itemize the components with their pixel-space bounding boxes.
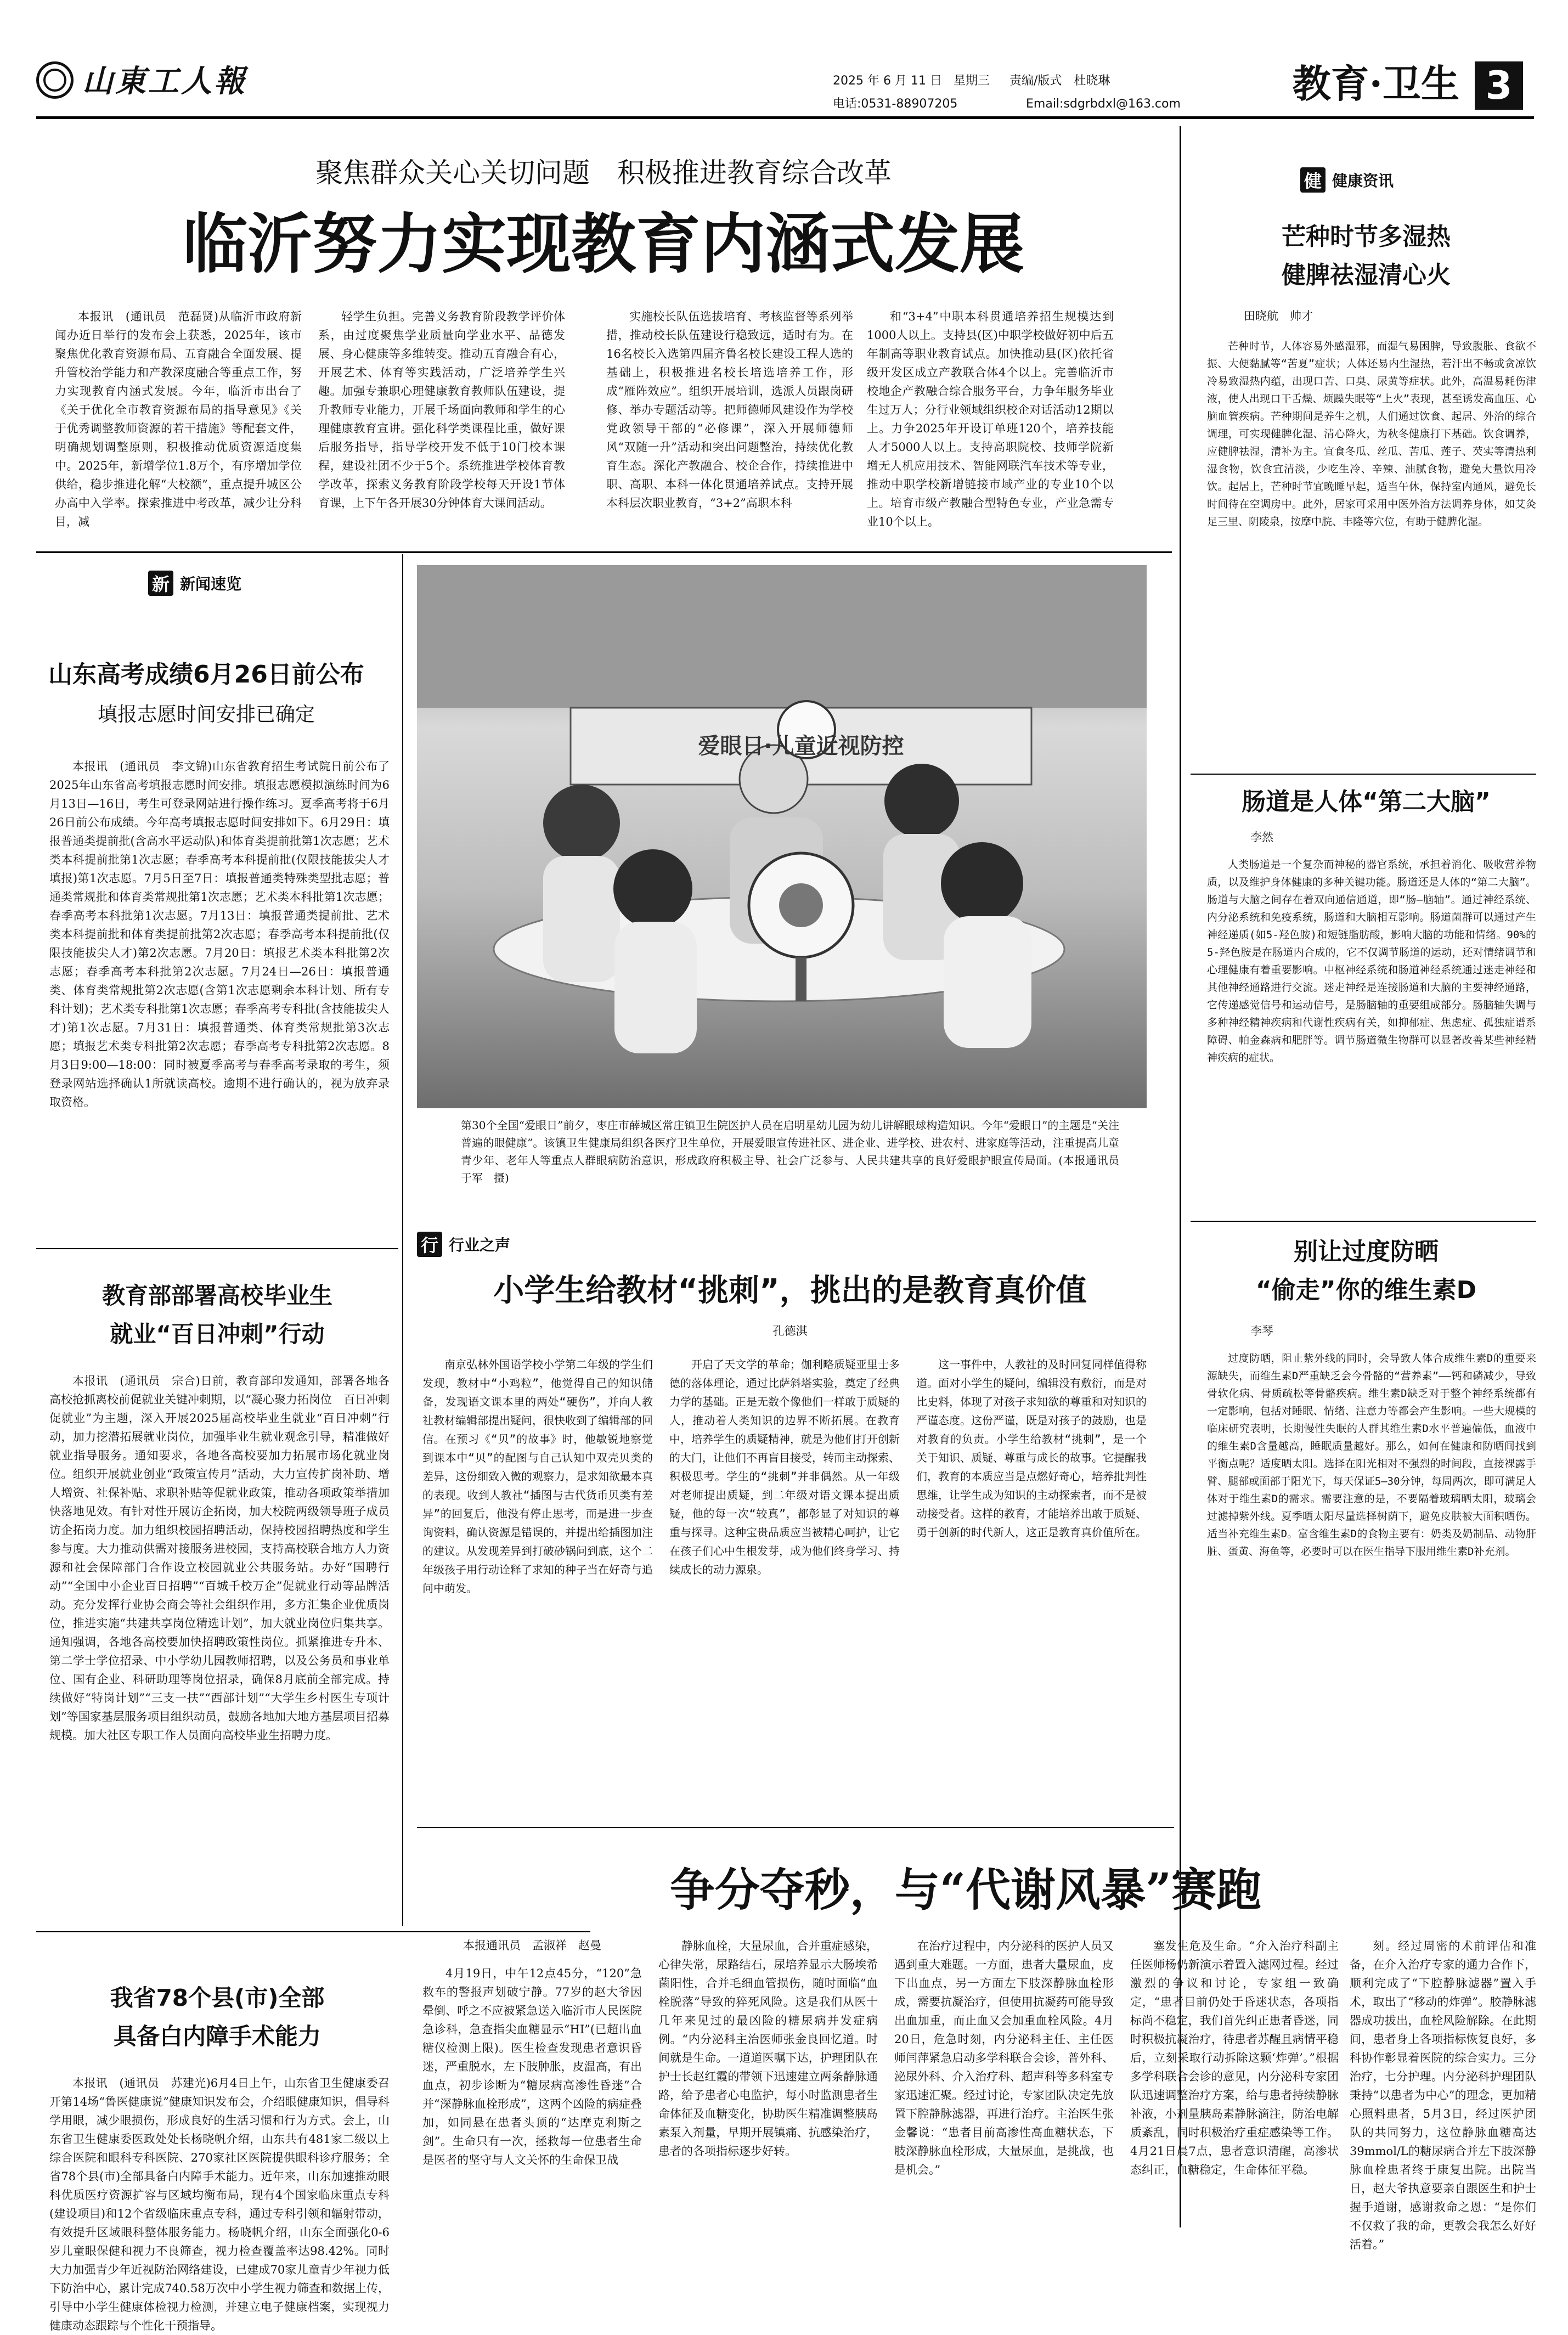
contact-phone: 电话:0531-88907205 [833, 97, 958, 111]
news-tag-icon: 新 [148, 571, 173, 596]
page-editor: 责编/版式 杜晓琳 [1009, 74, 1110, 88]
cataract-body: 本报讯 (通讯员 苏建光)6月4日上午，山东省卫生健康委召开第14场“鲁医健康说”健康知识发布会，介绍眼健康知识，倡导科学用眼，减少眼损伤，形成良好的生活习惯和行为方式。会上，山东省卫生健康委医政处处长杨晓帆介绍，山东共有481家二级以上综合医院和眼科专科医院、270家社区医院提供眼科诊疗服务；全省78个县(市)全部具备白内障手术能力。近年来，山东加速推动眼科优质医疗资源扩容与区域均衡布局，现有4个国家临床重点专科(建设项目)和12个省级临床重点专科，通过专科引领和辐射带动，有效提升区域眼科整体服务能力。杨晓帆介绍，山东全面强化0-6岁儿童眼保健和视力不良筛查，视力检查覆盖率达98.42%。同时大力加强青少年近视防治网络建设，已建成70家儿童青少年视力低下防治中心，累计完成740.58万次中小学生视力筛查和数据上传，引导中小学生健康体检视力检测，并建立电子健康档案，实现视力健康动态跟踪与个性化干预指导。 [49, 2077, 390, 2332]
moe-body: 本报讯 (通讯员 宗合)日前，教育部印发通知，部署各地各高校抢抓离校前促就业关键冲刺期，以“凝心聚力拓岗位 百日冲刺促就业”为主题，深入开展2025届高校毕业生就业“百日冲刺”行动，加力挖潜拓展就业岗位，加强毕业生就业观念引导，精准做好就业指导服务。通知要求，各地各高校要加力拓展市场化就业岗位。组织开展就业创业“政策宣传月”活动，大力宣传扩岗补助、增人增资、社保补贴、求职补贴等促就业政策，推动各项政策举措加快落地见效。有针对性开展访企拓岗，加大校院两级领导班子成员访企拓岗力度。加力组织校园招聘活动，保持校园招聘热度和学生参与度。大力推动供需对接服务进校园，支持高校联合地方人力资源和社会保障部门合作设立校园就业公共服务站。办好“国聘行动”“全国中小企业百日招聘”“百城千校万企”促就业行动等品牌活动。充分发挥行业协会商会等社会组织作用，多方汇集企业优质岗位，推进实施“共建共享岗位精选计划”，加大就业岗位归集共享。通知强调，各地各高校要加快招聘政策性岗位。抓紧推进专升本、第二学士学位招录、中小学幼儿园教师招聘，以及公务员和事业单位、国有企业、科研助理等岗位招录，确保8月底前全部完成。持续做好“特岗计划”“三支一扶”“西部计划”“大学生乡村医生专项计划”等国家基层服务项目组织动员，鼓励各地加大地方基层项目招募规模。加大社区专职工作人员面向高校毕业生招聘力度。 [49, 1374, 390, 1742]
health-article-3-body: 过度防晒，阻止紫外线的同时，会导致人体合成维生素D的重要来源缺失，而维生素D严重缺乏会今骨骼的“营养素”——钙和磷减少，导致骨软化病、骨质疏松等骨骼疾病。维生素D缺乏对于整个神经系统都有一定影响，包括对睡眠、情绪、注意力等都会产生影响。一些大规模的临床研究表明，长期慢性失眠的人群其维生素D水平普遍偏低，血液中的维生素D含量越高，睡眠质量越好。那么，如何在健康和防晒间找到平衡点呢？适度晒太阳。选择在阳光相对不强烈的时间段，直接裸露手臂、腿部或面部于阳光下，每天保证5—30分钟，每周两次，即可满足人体对于维生素D的需求。需要注意的是，不要隔着玻璃晒太阳，玻璃会过滤掉紫外线。夏季晒太阳尽量选择树荫下，避免皮肤被大面积晒伤。适当补充维生素D。富含维生素D的食物主要有：奶类及奶制品、动物肝脏、蛋黄、海鱼等，必要时可以在医生指导下服用维生素D补充剂。 [1207, 1352, 1536, 1558]
issue-date: 2025 年 6 月 11 日 [833, 74, 942, 88]
health-article-1-body: 芒种时节，人体容易外感湿邪，而湿气易困脾，导致腹胀、食欲不振、大便黏腻等“苦夏”症状；人体还易内生湿热，若汗出不畅或贪凉饮冷易致湿热内蕴，出现口苦、口臭、尿黄等症状。此外，高温易耗伤津液，使人出现口干舌燥、烦躁失眠等“上火”表现，甚至诱发高血压、心脑血管疾病。芒种期间是养生之机，人们通过饮食、起居、外治的综合调理，可实现健脾化湿、清心降火，为秋冬健康打下基础。饮食调养，应健脾祛湿，清补为主。宜食冬瓜、丝瓜、苦瓜、莲子、芡实等清热利湿食物，饮食宜清淡，少吃生冷、辛辣、油腻食物，避免大量饮用冷饮。起居上，芒种时节宜晚睡早起，适当午休，保持室内通风，避免长时间待在空调房中。此外，居家可采用中医外治方法调养身体，如艾灸足三里、阴陵泉，按摩中脘、丰隆等穴位，有助于健脾化湿。 [1207, 340, 1536, 528]
health-news-tag: 健 健康资讯 [1300, 165, 1481, 195]
health-article-1-byline: 田晓航 帅才 [1244, 309, 1313, 323]
textbook-column-1: 南京弘林外国语学校小学第二年级的学生们发现，教材中“小鸡粒”，他觉得自己的知识储备，发现语文课本里的两处“硬伤”，并向人教社教材编辑部提出疑问，很快收到了编辑部的回信。在预习《“贝”的故事》时，他敏锐地察觉到课本中“贝”的配图与自己认知中双壳贝类的差异，这份细致入微的观察力，是求知欲最本真的表现。收到人教社“插图与古代货币贝类有差异”的回复后，他没有停止思考，而是进一步查询资料，确认资源是错误的，并提出给插图加注的建议。从发现差异到打破砂锅问到底，这个二年级孩子用行动诠释了求知的种子当在好奇与追问中萌发。 [422, 1358, 653, 1595]
moe-bottom-rule [36, 1931, 590, 1932]
moe-headline: 教育部部署高校毕业生 [101, 1282, 332, 1309]
health-article-2-body: 人类肠道是一个复杂而神秘的器官系统，承担着消化、吸收营养物质，以及维护身体健康的多种关键功能。肠道还是人体的“第二大脑”。肠道与大脑之间存在着双向通信通道，即“肠—脑轴”。通过神经系统、内分泌系统和免疫系统，肠道和大脑相互影响。肠道菌群可以通过产生神经递质(如5-羟色胺)和短链脂肪酸，影响大脑的功能和情绪。90%的5-羟色胺是在肠道内合成的，它不仅调节肠道的运动，还对情绪调节和心理健康有着重要影响。中枢神经系统和肠道神经系统通过迷走神经和其他神经通路进行交流。迷走神经是连接肠道和大脑的主要神经通路，它传递感觉信号和运动信号，是肠脑轴的重要组成部分。肠脑轴失调与多种神经精神疾病和代谢性疾病有关，如抑郁症、焦虑症、孤独症谱系障碍、帕金森病和肥胖等。调节肠道微生物群可以显著改善某些神经精神疾病的症状。 [1207, 859, 1536, 1064]
health-article-3-title: 别让过度防晒 [1191, 1234, 1542, 1270]
paper-name: 山東工人報 [82, 63, 247, 99]
contact-email: Email:sdgrbdxl@163.com [1026, 97, 1181, 111]
photo-banner-text: 爱眼日·儿童近视防控 [698, 734, 904, 759]
race-column-3: 在治疗过程中，内分泌科的医护人员又遇到重大难题。一方面，患者大量尿血，皮下出血点，另一方面左下肢深静脉血栓形成，需要抗凝治疗，但使用抗凝药可能导致出血加重，而止血又会加重血栓风险。4月20日，危急时刻，内分泌科主任、主任医师闫萍紧急启动多学科联合会诊，普外科、泌尿外科、介入治疗科、超声科等多科室专家迅速汇聚。经过讨论，专家团队决定先放置下腔静脉滤器，再进行治疗。主治医生张金馨说：“患者目前高渗性高血糖状态，下肢深静脉血栓形成，大量尿血，是挑战，也是机会。” [894, 1939, 1114, 2176]
photo-illustration [417, 565, 1147, 1108]
cataract-subheadline: 具备白内障手术能力 [113, 2023, 321, 2050]
health-article-1-title: 芒种时节多湿热 [1282, 223, 1451, 251]
race-column-1: 4月19日，中午12点45分，“120”急救车的警报声划破宁静。77岁的赵大爷因晕倒、呼之不应被紧急送入临沂市人民医院急诊科，急查指尖血糖显示“HI”(已超出血糖仪检测上限)。医生检查发现患者意识昏迷，严重脱水，左下肢肿胀，皮温高，有出血点，初步诊断为“糖尿病高渗性昏迷”合并“深静脉血栓形成”，这两个凶险的病症叠加，如同悬在患者头顶的“达摩克利斯之剑”。生命只有一次，拯救每一位患者生命是医者的坚守与人文关怀的生命保卫战 [422, 1967, 642, 2167]
health-article-1-subtitle: 健脾祛湿清心火 [1282, 261, 1451, 289]
left-column-divider [402, 554, 403, 1926]
news-brief-tag: 新 新闻速览 [148, 568, 329, 599]
textbook-column-3: 这一事件中，人教社的及时回复同样值得称道。面对小学生的疑问，编辑没有敷衍，而是对比史料，体现了对孩子求知欲的尊重和对知识的严谨态度。这份严谨，既是对孩子的鼓励，也是对教育的负责。小学生给教材“挑刺”，是一个关于知识、质疑、尊重与成长的故事。它提醒我们，教育的本质应当是点燃好奇心，培养批判性思维，让学生成为知识的主动探索者，而不是被动接受者。这样的教育，才能培养出敢于质疑、勇于创新的时代新人，这正是教育真价值所在。 [916, 1358, 1147, 1539]
race-column-5: 刻。经过周密的术前评估和准备，在介入治疗专家的通力合作下，顺利完成了“下腔静脉滤器”置入手术，取出了“移动的炸弹”。胶静脉滤器成功拔出，血栓风险解除。在此期间，患者身上各项指标恢复良好，多科协作彰显着医院的综合实力。三分治疗，七分护理。内分泌科护理团队秉持“以患者为中心”的理念，更加精心照料患者，5月3日，经过医护团队的共同努力，这位静脉血糖高达39mmol/L的糖尿病合并左下肢深静脉血栓患者终于康复出院。出院当日，赵大爷执意要亲自跟医生和护士握手道谢，感谢救命之恩：“是你们不仅救了我的命，更教会我怎么好好活着。” [1350, 1939, 1536, 2251]
race-column-4: 塞发生危及生命。“介入治疗科副主任医师杨仍新演示着置入滤网过程。经过激烈的争议和讨论，专家组一致确定，“患者目前仍处于昏迷状态，各项指标尚不稳定，我们首先纠正患者昏迷，同时积极抗凝治疗，待患者苏醒且病情平稳后，立刻采取行动拆除这颗‘炸弹’。”根据多学科联合会诊的意见，内分泌科专家团队迅速调整治疗方案，给与患者持续静脉补液，小剂量胰岛素静脉滴注，防治电解质紊乱，同时积极治疗重症感染等工作。4月21日晨7点，患者意识清醒，高渗状态纠正，血糖稳定，生命体征平稳。 [1130, 1939, 1339, 2176]
textbook-column-2: 开启了天文学的革命；伽利略质疑亚里士多德的落体理论，通过比萨斜塔实验，奠定了经典力学的基础。正是无数个像他们一样敢于质疑的人，推动着人类知识的边界不断拓展。在教育中，培养学生的质疑精神，就是为他们打开创新的大门，让他们不再盲目接受，转而主动探索、积极思考。学生的“挑刺”并非偶然。从一年级对老师提出质疑，到二年级对语文课本提出质疑，他的每一次“较真”，都彰显了对知识的尊重与探寻。这种宝贵品质应当被精心呵护，让它在孩子们心中生根发芽，成为他们终身学习、持续成长的动力源泉。 [669, 1358, 900, 1576]
health-article-2-title: 肠道是人体“第二大脑” [1242, 788, 1491, 816]
gaokao-subheadline: 填报志愿时间安排已确定 [97, 703, 315, 726]
textbook-bottom-rule [417, 1827, 1174, 1828]
lead-column-3: 实施校长队伍选拔培育、考核监督等系列举措，推动校长队伍建设行稳致远，适时有为。在16名校长入选第四届齐鲁名校长建设工程人选的基础上，积极推进名校长培选培养工作，形成“雁阵效应”。组织开展培训，选派人员跟岗研修、举办专题活动等。把师德师风建设作为学校党政领导干部的“必修课”，深入开展师德师风“双随一升”活动和突出问题整治，持续优化教育生态。深化产教融合、校企合作，持续推进中职、高职、本科一体化贯通培养试点。支持开展本科层次职业教育，“3+2”高职本科 [606, 310, 853, 510]
health-article-3-byline: 李琴 [1250, 1324, 1273, 1338]
section-title: 教育·卫生 [1292, 61, 1459, 106]
textbook-byline: 孔德淇 [772, 1324, 808, 1338]
health-article-3-subtitle: “偷走”你的维生素D [1255, 1276, 1477, 1304]
industry-tag-icon: 行 [417, 1232, 442, 1257]
lead-headline: 临沂努力实现教育内涵式发展 [182, 206, 1024, 282]
photo-caption: 第30个全国“爱眼日”前夕，枣庄市薛城区常庄镇卫生院医护人员在启明星幼儿园为幼儿讲解眼球构造知识。今年“爱眼日”的主题是“关注普遍的眼健康”。该镇卫生健康局组织各医疗卫生单位，开展爱眼宣传进社区、进企业、进学校、进农村、进家庭等活动，注重提高儿童青少年、老年人等重点人群眼病防治意识，形成政府积极主导、社会广泛参与、人民共建共享的良好爱眼护眼宣传局面。(本报通讯员 于军 摄) [461, 1119, 1130, 1185]
health-rule-2 [1191, 1221, 1536, 1222]
health-article-2-byline: 李然 [1250, 831, 1273, 844]
page-number: 3 [1475, 61, 1523, 110]
lead-column-4: 和“3+4”中职本科贯通培养招生规模达到1000人以上。支持县(区)中职学校做好初中后五年制高等职业教育试点。加快推动县(区)依托省级开发区成立产教联合体4个以上。完善临沂市校地企产教融合综合服务平台，力争年服务毕业生过万人；分行业领域组织校企对话活动12期以上。力争2025年开设订单班120个，培养技能人才5000人以上。支持高职院校、技师学院新增无人机应用技术、智能网联汽车技术等专业，推动中职学校新增链接市域产业的专业10个以上。培育市级产教融合型特色专业，产业急需专业10个以上。 [867, 310, 1114, 528]
gaokao-headline: 山东高考成绩6月26日前公布 [48, 661, 364, 689]
race-headline: 争分夺秒，与“代谢风暴”赛跑 [669, 1864, 1262, 1916]
lead-kicker: 聚焦群众关心关切问题 积极推进教育综合改革 [315, 157, 892, 189]
lead-column-1: 本报讯 (通讯员 范磊贤)从临沂市政府新闻办近日举行的发布会上获悉，2025年，该市聚焦优化教育资源布局、五育融合全面发展、提升管校治学能力和产教深度融合等重点工作，努力实现教育内涵式发展。今年，临沂市出台了《关于优化全市教育资源布局的指导意见》《关于优秀调整教师资源的若干措施》等配套文件，明确规划调整原则，积极推动优质资源适度集中。2025年，新增学位1.8万个，有序增加学位供给，稳步推进化解“大校额”，重点提升城区公办高中入学率。探索推进中考改革，减少让分科目，减 [55, 310, 302, 528]
moe-subheadline: 就业“百日冲刺”行动 [110, 1321, 325, 1347]
gaokao-bottom-rule [36, 1248, 398, 1249]
masthead [0, 0, 1568, 118]
health-tag-icon: 健 [1300, 167, 1326, 193]
textbook-headline: 小学生给教材“挑刺”，挑出的是教育真价值 [493, 1273, 1087, 1308]
lead-column-2: 轻学生负担。完善义务教育阶段教学评价体系，由过度聚焦学业质量向学业水平、品德发展、身心健康等多维转变。推动五育融合有心，开展艺术、体育等实践活动，广泛培养学生兴趣。加强专兼职心理健康教育教师队伍建设，提升教师专业能力，开展千场面向教师和学生的心理健康教育宣讲。强化科学类课程比重，做好课后服务指导，指导学校开发不低于10门校本课程，建设社团不少于5个。系统推进学校体育教学改革，探索义务教育阶段学校每天开设1节体育课，上下午各开展30分钟体育大课间活动。 [318, 310, 565, 510]
eye-day-photo [417, 565, 1147, 1108]
race-byline: 本报通讯员 孟淑祥 赵曼 [463, 1939, 601, 1952]
photo-credit: (本报通讯员 于军 摄) [461, 1154, 1130, 1185]
industry-voice-tag: 行 行业之声 [417, 1229, 598, 1260]
paper-emblem-icon [36, 61, 74, 99]
issue-weekday: 星期三 [954, 74, 990, 88]
masthead-rule [36, 116, 1534, 119]
gaokao-body: 本报讯 (通讯员 李文锦)山东省教育招生考试院日前公布了2025年山东省高考填报志愿时间安排。填报志愿模拟演练时间为6月13日—16日，考生可登录网站进行操作练习。夏季高考将于6月26日前公布成绩。今年高考填报志愿时间安排如下。6月29日：填报普通类提前批(含高水平运动队)和体育类提前批第1次志愿；艺术类本科提前批第1次志愿；春季高考本科提前批(仅限技能拔尖人才填报)第1次志愿。7月5日至7日：填报普通类特殊类型批志愿；普通类常规批和体育类常规批第1次志愿；艺术类本科批第1次志愿；春季高考本科批第1次志愿。7月13日：填报普通类提前批、艺术类本科提前批和体育类提前批第2次志愿；春季高考本科提前批(仅限技能拔尖人才)第2次志愿。7月20日：填报艺术类本科批第2次志愿；春季高考本科批第2次志愿。7月24日—26日：填报普通类、体育类常规批第2次志愿(含第1次志愿剩余本科计划、所有专科计划)；艺术类专科批第1次志愿；春季高考专科批(含技能拔尖人才)第1次志愿。7月31日：填报普通类、体育类常规批第3次志愿；填报艺术类专科批第2次志愿；春季高考专科批第2次志愿。8月3日9:00—18:00：同时被夏季高考与春季高考录取的考生，须登录网站选择确认1所就读高校。逾期不进行确认的，视为放弃录取资格。 [49, 760, 390, 1109]
cataract-headline: 我省78个县(市)全部 [110, 1984, 325, 2011]
lead-bottom-rule [36, 551, 1172, 553]
health-rule-1 [1191, 774, 1536, 775]
race-column-2: 静脉血栓，大量尿血，合并重症感染，心律失常，尿路结石，尿培养显示大肠埃希菌阳性，合并毛细血管损伤，随时面临“血栓脱落”导致的猝死风险。这是我们从医十几年来见过的最凶险的糖尿病并发症病例。“内分泌科主治医师张金良回忆道。时间就是生命。一道道医嘱下达，护理团队在护士长赵红霞的带领下迅速建立两条静脉通路，给予患者心电监护，每小时监测患者生命体征及血糖变化，协助医生精准调整胰岛素泵入剂量，早期开展镇痛、抗感染治疗，患者的各项指标逐步好转。 [658, 1939, 878, 2158]
